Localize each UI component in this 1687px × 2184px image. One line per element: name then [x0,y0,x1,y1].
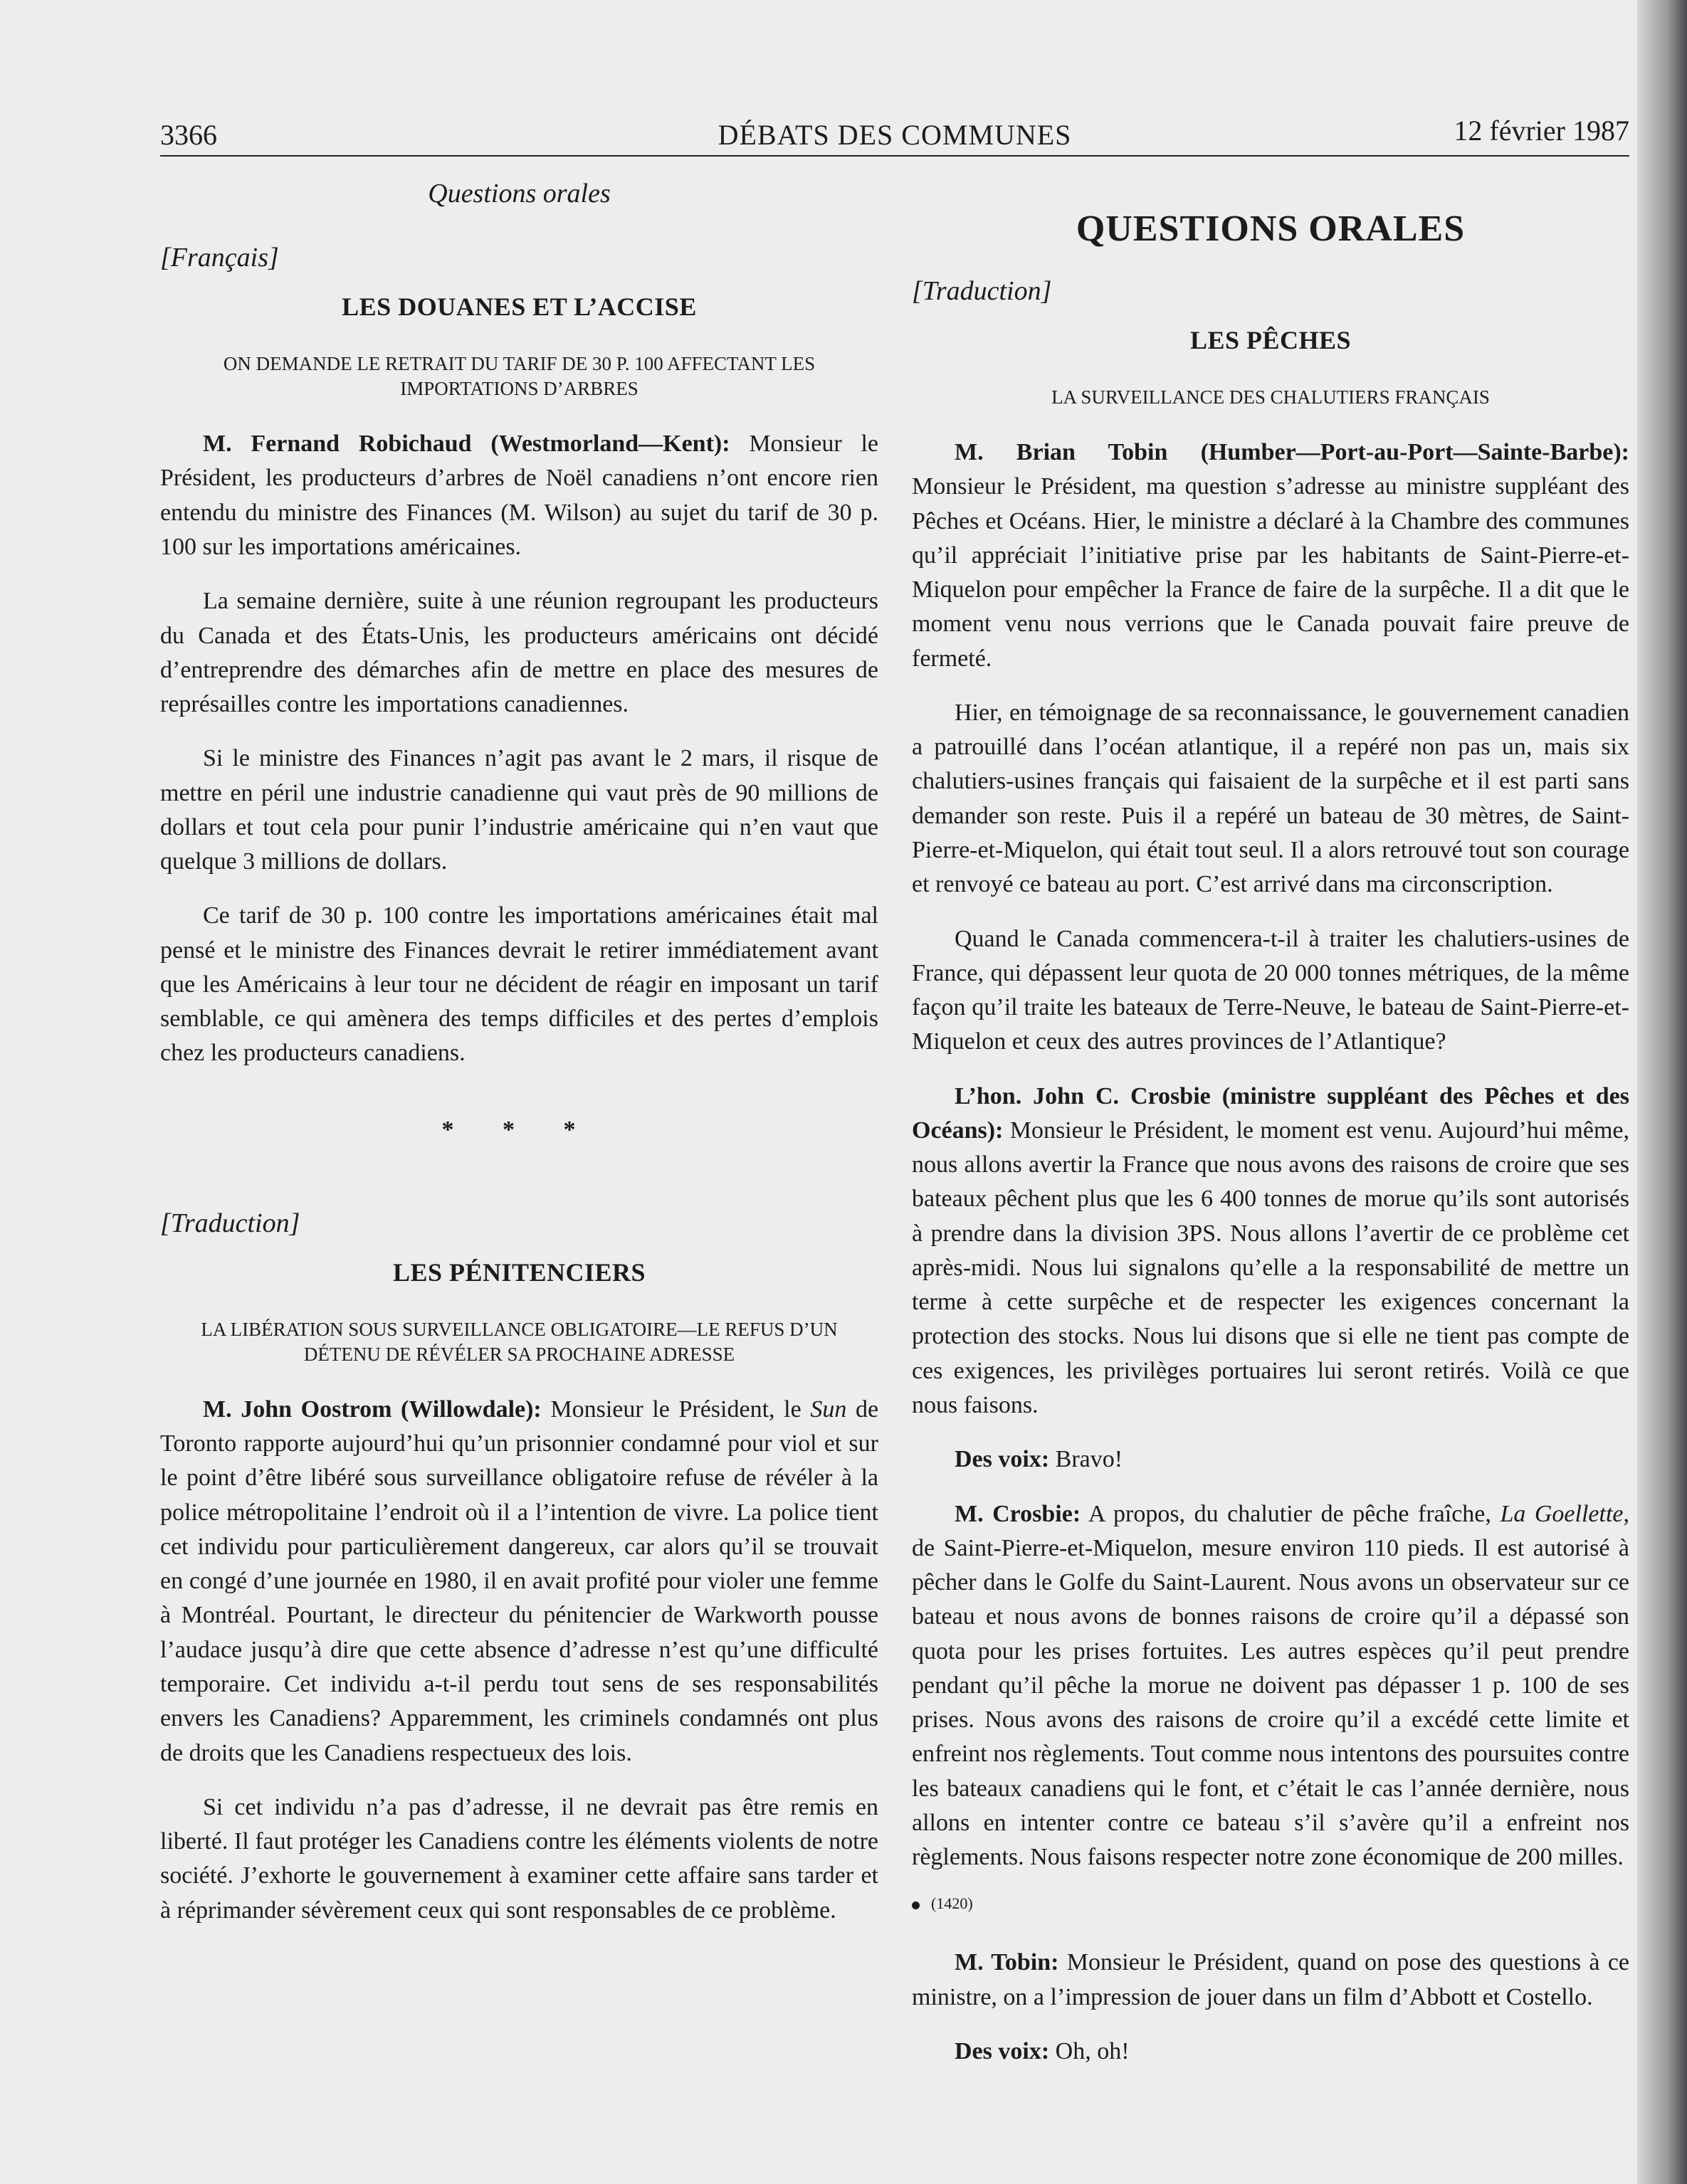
language-note: [Français] [160,243,279,273]
publication-title: DÉBATS DES COMMUNES [718,119,1072,151]
vessel-name: La Goellette [1500,1500,1624,1527]
paragraph-robichaud-1: M. Fernand Robichaud (Westmorland—Kent): Monsieur le Président, les producteurs d’arbres de Noël canadiens n’ont encore rien entendu du ministre des Finances (M. Wilson) au sujet du tarif de 30 p. 100 sur les importations américaines. [160,431,879,560]
speaker-tobin-2: M. Tobin: [955,1949,1059,1976]
right-column [912,171,1629,2089]
paragraph-crosbie-2: M. Crosbie: A propos, du chalutier de pêche fraîche, La Goellette, de Saint-Pierre-et-Miquelon, mesure environ 110 pieds. Il est autorisé à pêcher dans le Golfe du Saint-Laurent. Nous avons un observateur sur ce bateau et nous avons de bonnes raisons de croire qu’il a dépassé son quota pour les prises fortuites. Les autres espèces qu’il peut prendre pendant qu’il pêche la morue ne doivent pas dépasser 1 p. 100 de ses prises. Nous avons des raisons de croire qu’il a excédé cette limite et enfreint nos règlements. Tout comme nous intentons des poursuites contre les bateaux canadiens qui le font, et c’était le cas l’année dernière, nous allons en intenter contre ce bateau s’il s’avère qu’il a enfreint nos règlements. Nous faisons respecter notre zone économique de 200 milles. [912,1500,1629,1871]
paragraph-tobin-3: Quand le Canada commencera-t-il à traiter les chalutiers-usines de France, qui dépassent leur quota de 20 000 tonnes métriques, de la même façon qu’il traite les bateaux de Terre-Neuve, le bateau de Saint-Pierre-et-Miquelon et ceux des autres provinces de l’Atlantique? [912,925,1629,1055]
topic-subtitle-tarif: ON DEMANDE LE RETRAIT DU TARIF DE 30 P. 100 AFFECTANT LES IMPORTATIONS D’ARBRES [223,353,816,400]
speaker-oostrom: M. John Oostrom (Willowdale): [203,1396,542,1423]
paragraph-crosbie-1: L’hon. John C. Crosbie (ministre suppléant des Pêches et des Océans): Monsieur le Président, le moment est venu. Aujourd’hui même, nous allons avertir la France que nous avons des raisons de croire que ses bateaux pêchent plus que les 6 400 tonnes de morue qu’ils sont autorisés à prendre dans la division 3PS. Nous allons l’avertir de ce problème cet après-midi. Nous lui signalons qu’elle a la responsabilité de mettre un terme à cette surpêche et de respecter les exigences concernant la protection des stocks. Nous lui disons que si elle ne tient pas compte de ces exigences, les privilèges portuaires lui seront retirés. Voilà ce que nous faisons. [912,1082,1630,1418]
page-number: 3366 [160,119,217,151]
sitting-date: 12 février 1987 [1454,115,1629,147]
language-note-2: [Traduction] [160,1208,300,1238]
topic-title-peches: LES PÊCHES [1189,326,1352,354]
topic-subtitle-chalutiers: LA SURVEILLANCE DES CHALUTIERS FRANÇAIS [1051,386,1490,408]
page-edge-shadow [1637,0,1687,2184]
paragraph-oostrom-2: Si cet individu n’a pas d’adresse, il ne devrait pas être remis en liberté. Il faut protéger les Canadiens contre les éléments violents de notre société. J’exhorte le gouvernement à examiner cette affaire sans tarder et à réprimander sévèrement ceux qui sont responsables de ce problème. [160,1793,878,1924]
topic-title-douanes: LES DOUANES ET L’ACCISE [342,292,697,321]
paragraph-tobin-1: M. Brian Tobin (Humber—Port-au-Port—Sainte-Barbe): Monsieur le Président, ma question s’adresse au ministre suppléant des Pêches et Océans. Hier, le ministre a déclaré à la Chambre des communes qu’il appréciait l’initiative prise par les habitants de Saint-Pierre-et-Miquelon pour empêcher la France de faire de la surpêche. Il a dit que le moment venu nous verrions que le Canada pouvait faire preuve de fermeté. [912,439,1629,672]
paragraph-voices-2: Des voix: Oh, oh! [955,2037,1130,2064]
paragraph-robichaud-2: La semaine dernière, suite à une réunion regroupant les producteurs du Canada et des États-Unis, les producteurs américains ont décidé d’entreprendre des démarches afin de mettre en place des mesures de représailles contre les importations canadiennes. [160,588,878,718]
bullet-dot-icon [912,1901,920,1909]
paragraph-voices-1: Des voix: Bravo! [955,1446,1123,1473]
newspaper-name: Sun [810,1396,847,1423]
paragraph-oostrom-1: M. John Oostrom (Willowdale): Monsieur le Président, le Sun de Toronto rapporte aujourd’hui qu’un prisonnier condamné pour viol et sur le point d’être libéré sous surveillance obligatoire refuse de révéler à la police métropolitaine l’endroit où il a l’intention de vivre. La police tient cet individu pour particulièrement dangereux, car alors qu’il se trouvait en congé d’une journée en 1980, il en avait profité pour violer une femme à Montréal. Pourtant, le directeur du pénitencier de Warkworth pousse l’audace jusqu’à dire que cette absence d’adresse n’est qu’une difficulté temporaire. Cet individu a-t-il perdu tout sens de ses responsabilités envers les Canadiens? Apparemment, les criminels condamnés ont plus de droits que les Canadiens respectueux des lois. [160,1396,879,1766]
section-separator: * * * [441,1116,597,1143]
speaker-robichaud: M. Fernand Robichaud (Westmorland—Kent): [203,431,730,458]
page-header [160,112,1629,157]
paragraph-robichaud-3: Si le ministre des Finances n’agit pas avant le 2 mars, il risque de mettre en péril une industrie canadienne qui vaut près de 90 millions de dollars et tout cela pour punir l’industrie américaine qui n’en vaut que quelque 3 millions de dollars. [160,745,878,875]
paragraph-tobin-2: Hier, en témoignage de sa reconnaissance, le gouvernement canadien a patrouillé dans l’océan atlantique, il a repéré non pas un, mais six chalutiers-usines français qui faisaient de la surpêche et il est parti sans demander son reste. Puis il a repéré un bateau de 30 mètres, de Saint-Pierre-et-Miquelon, qui était tout seul. Il a alors retrouvé tout son courage et renvoyé ce bateau au port. C’est arrivé dans ma circonscription. [912,699,1629,898]
timestamp: (1420) [912,1894,1629,1913]
language-note-right: [Traduction] [912,276,1052,306]
speaker-tobin: M. Brian Tobin (Humber—Port-au-Port—Sainte-Barbe): [955,439,1629,466]
speaker-voices: Des voix: [955,1446,1050,1473]
paragraph-tobin-4: M. Tobin: Monsieur le Président, quand on pose des questions à ce ministre, on a l’impression de jouer dans un film d’Abbott et Costello. [912,1949,1630,2010]
section-title: QUESTIONS ORALES [1076,209,1466,249]
speaker-crosbie: L’hon. John C. Crosbie (ministre suppléant des Pêches et des Océans): [912,1082,1629,1144]
paragraph-robichaud-4: Ce tarif de 30 p. 100 contre les importations américaines était mal pensé et le ministre des Finances devrait le retirer immédiatement avant que les Américains à leur tour ne décident de réagir en imposant un tarif semblable, ce qui amènera des temps difficiles et des pertes d’emplois chez les producteurs canadiens. [160,902,878,1067]
left-column [160,171,878,1948]
topic-subtitle-liberation: LA LIBÉRATION SOUS SURVEILLANCE OBLIGATOIRE—LE REFUS D’UN DÉTENU DE RÉVÉLER SA PROCHAINE ADRESSE [201,1318,838,1365]
speaker-crosbie-2: M. Crosbie: [955,1500,1081,1527]
speaker-voices-2: Des voix: [955,2037,1050,2064]
running-head: Questions orales [428,179,611,209]
topic-title-penitenciers: LES PÉNITENCIERS [392,1257,646,1287]
